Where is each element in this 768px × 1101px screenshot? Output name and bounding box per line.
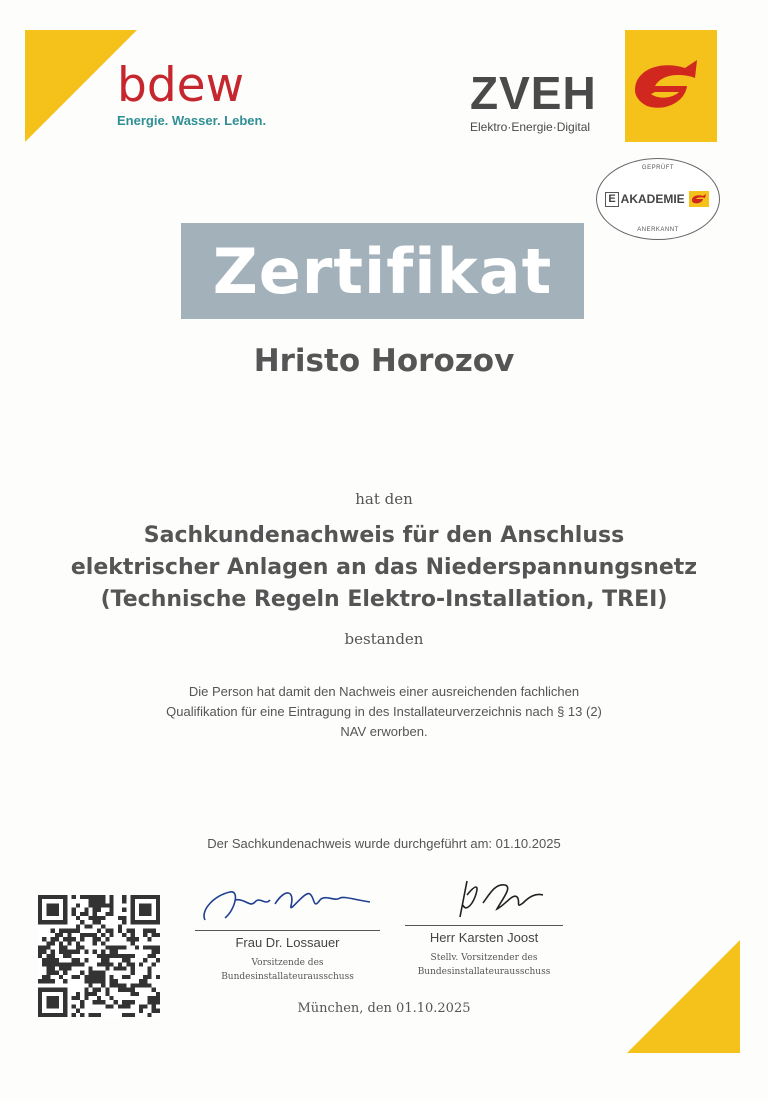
seal-inner [605,189,709,209]
seal-mark-icon [689,191,709,207]
signer-role-line: Stellv. Vorsitzender des [430,953,538,963]
akademie-seal [596,158,720,240]
signature-block-joost [405,875,563,979]
zveh-e-mark-icon [625,30,717,142]
signature-block-lossauer [195,880,380,984]
signature-joost [405,875,563,921]
description-line: NAV erworben. [340,724,428,739]
signer-role [195,956,380,984]
seal-e-letter: E [605,192,618,207]
place-and-date: München, den 01.10.2025 [297,1001,471,1016]
seal-top-text: GEPRÜFT [641,165,675,171]
zveh-logo [470,67,597,134]
title-banner [181,223,584,319]
signer-role-line: Bundesinstallateurausschuss [221,972,354,982]
bottom-right-corner-decoration [627,940,742,1055]
performed-date: Der Sachkundenachweis wurde durchgeführt am: 01.10.2025 [207,836,561,851]
bdew-tagline: Energie. Wasser. Leben. [117,113,267,128]
signature-line [195,930,380,931]
certificate-title: Zertifikat [212,234,553,308]
recipient-name: Hristo Horozov [253,343,515,379]
zveh-emblem [625,30,717,142]
course-title-line: elektrischer Anlagen an das Niederspannungsnetz [70,555,698,580]
description-line: Qualifikation für eine Eintragung in des Installateurverzeichnis nach § 13 (2) [166,704,602,719]
bdew-logo [117,58,267,128]
zveh-wordmark: ZVEH [470,67,597,119]
result-text: bestanden [344,630,424,648]
description-line: Die Person hat damit den Nachweis einer ausreichenden fachlichen [188,684,580,699]
course-title [0,520,768,616]
signature-line [405,925,563,926]
course-title-line: Sachkundenachweis für den Anschluss [143,523,625,548]
course-title-line: (Technische Regeln Elektro-Installation, TREI) [100,587,668,612]
signer-name: Frau Dr. Lossauer [235,935,340,950]
description [0,682,768,742]
qr-code [38,895,160,1017]
signer-role-line: Vorsitzende des [251,958,324,968]
signature-lossauer [195,880,380,926]
signer-role-line: Bundesinstallateurausschuss [417,967,551,977]
zveh-tagline: Elektro·Energie·Digital [470,120,591,134]
signer-role [405,951,563,979]
seal-bottom-text: ANERKANNT [637,227,679,233]
intro-text: hat den [355,490,413,508]
signer-name: Herr Karsten Joost [429,930,539,945]
seal-label: AKADEMIE [620,192,685,206]
bdew-wordmark: bdew [117,58,245,113]
